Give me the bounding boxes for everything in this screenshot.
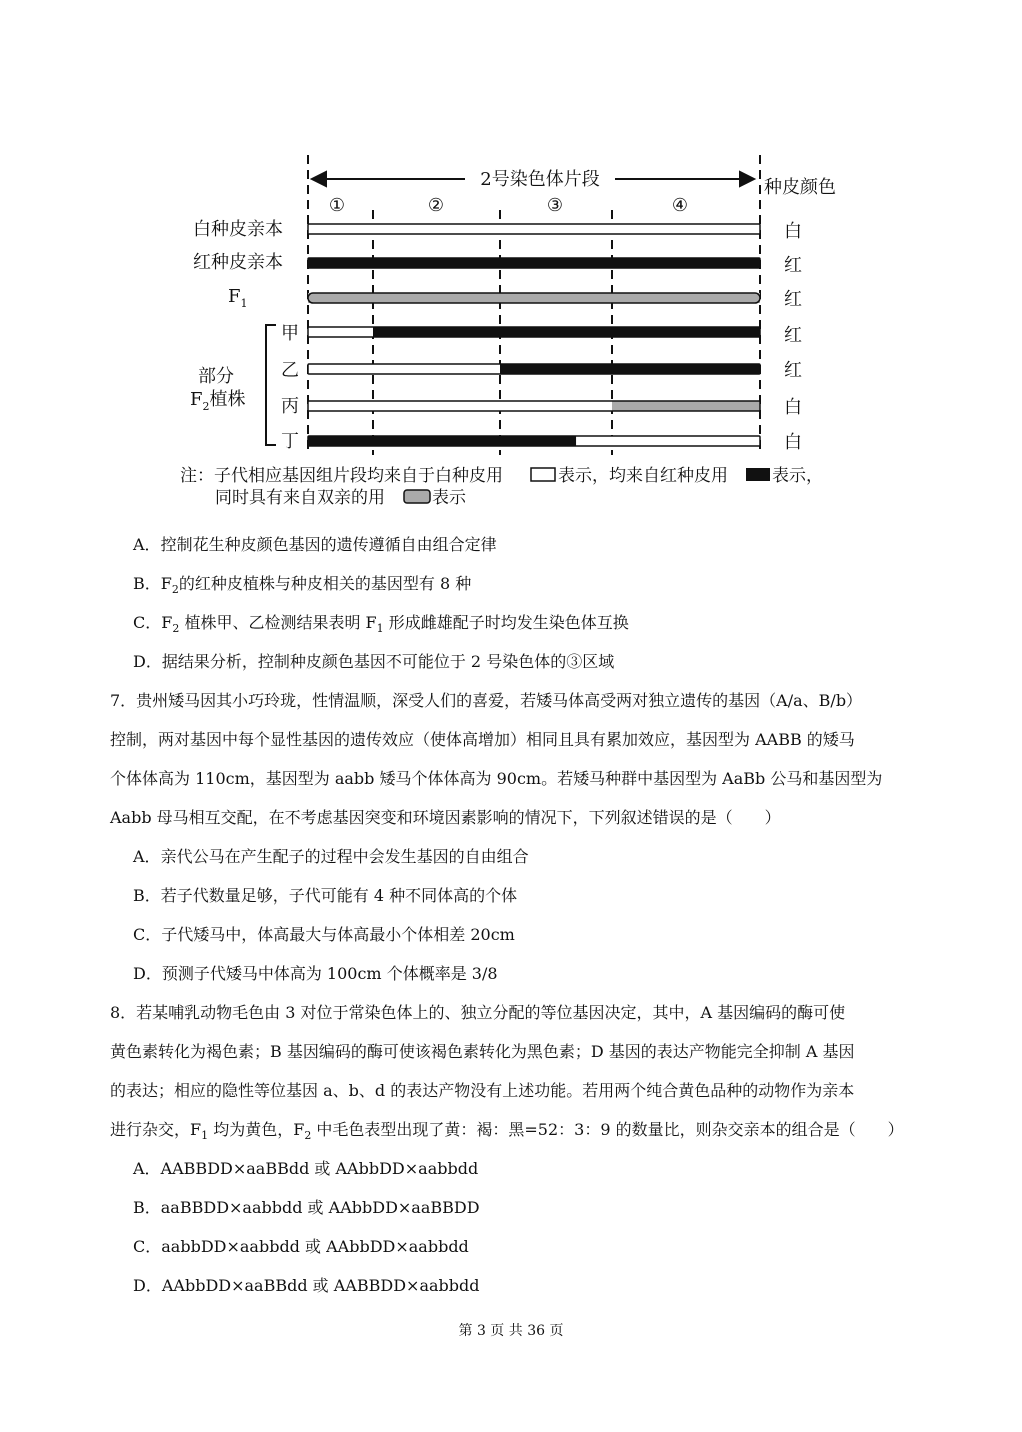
q7-stem-line4: Aabb 母马相互交配，在不考虑基因突变和环境因素影响的情况下，下列叙述错误的是（ ） xyxy=(110,808,781,827)
bar-white-parent xyxy=(308,224,760,234)
bar-f1 xyxy=(308,293,760,303)
chromosome-bars xyxy=(308,224,760,446)
row-label-ding: 丁 xyxy=(281,431,299,452)
q7-option-d: D．预测子代矮马中体高为 100cm 个体概率是 3/8 xyxy=(133,964,498,983)
q6-option-b: B．$F_2$的红种皮植株与种皮相关的基因型有 8 种 xyxy=(133,574,472,597)
color-yi: 红 xyxy=(784,360,802,381)
q8-stem-line1: 8．若某哺乳动物毛色由 3 对位于常染色体上的、独立分配的等位基因决定，其中，A 基因编码的酶可使 xyxy=(110,1003,846,1022)
bar-segment xyxy=(500,293,612,303)
legend-black-swatch xyxy=(746,468,770,481)
bar-segment xyxy=(500,364,612,374)
bar-segment xyxy=(612,364,760,374)
bar-segment xyxy=(308,401,373,411)
q6-option-d: D．据结果分析，控制种皮颜色基因不可能位于 2 号染色体的③区域 xyxy=(133,652,615,671)
bar-segment xyxy=(373,224,500,234)
bar-segment xyxy=(612,224,760,234)
q8-stem-line3: 的表达；相应的隐性等位基因 a、b、d 的表达产物没有上述功能。若用两个纯合黄色品种的动物作为亲本 xyxy=(110,1081,855,1100)
q8-option-b: B．aaBBDD×aabbdd 或 AAbbDD×aaBBDD xyxy=(133,1198,480,1217)
region-label-4: ④ xyxy=(671,195,689,216)
q8-stem-line4: 进行杂交，$F_1$ 均为黄色，$F_2$ 中毛色表型出现了黄：褐：黑=52：3：9 的数量比，则杂交亲本的组合是（ ） xyxy=(110,1120,904,1143)
bar-red-parent xyxy=(308,258,760,268)
bar-segment xyxy=(612,436,760,446)
figure-note-line1-c: 表示， xyxy=(772,466,823,486)
color-white-parent: 白 xyxy=(784,221,802,242)
legend-gray-swatch xyxy=(404,490,430,503)
row-label-white-parent: 白种皮亲本 xyxy=(193,219,283,240)
bar-segment xyxy=(373,364,500,374)
q8-stem-line2: 黄色素转化为褐色素；B 基因编码的酶可使该褐色素转化为黑色素；D 基因的表达产物能完全抑制 A 基因 xyxy=(110,1042,855,1061)
region-label-1: ① xyxy=(328,195,346,216)
seed-color-header: 种皮颜色 xyxy=(764,177,836,198)
f2-group-bracket xyxy=(266,325,276,445)
q7-stem-line2: 控制，两对基因中每个显性基因的遗传效应（使体高增加）相同且具有累加效应，基因型为 AABB 的矮马 xyxy=(110,730,855,749)
bar-segment xyxy=(373,327,500,337)
q6-option-a: A．控制花生种皮颜色基因的遗传遵循自由组合定律 xyxy=(133,535,497,554)
color-bing: 白 xyxy=(784,397,802,418)
bar-segment xyxy=(308,364,373,374)
f2-group-label-line1: 部分 xyxy=(198,366,234,387)
q7-stem-line1: 7．贵州矮马因其小巧玲珑，性情温顺，深受人们的喜爱，若矮马体高受两对独立遗传的基因（A/a、B/b） xyxy=(110,691,863,710)
row-label-red-parent: 红种皮亲本 xyxy=(193,252,283,273)
row-label-jia: 甲 xyxy=(281,323,299,344)
color-jia: 红 xyxy=(784,325,802,346)
f2-group-label-line2: $F_2$植株 xyxy=(190,389,246,413)
q8-option-a: A．AABBDD×aaBBdd 或 AAbbDD×aabbdd xyxy=(133,1159,479,1178)
figure-note-line2-b: 表示 xyxy=(432,488,466,508)
bar-jia xyxy=(308,327,760,337)
bar-segment xyxy=(576,436,612,446)
q7-option-b: B．若子代数量足够，子代可能有 4 种不同体高的个体 xyxy=(133,886,518,905)
bar-segment xyxy=(308,224,373,234)
bar-segment xyxy=(373,401,500,411)
bar-ding xyxy=(308,436,760,446)
color-ding: 白 xyxy=(784,432,802,453)
color-f1: 红 xyxy=(784,289,802,310)
bar-segment xyxy=(500,224,612,234)
q8-option-c: C．aabbDD×aabbdd 或 AAbbDD×aabbdd xyxy=(133,1237,469,1256)
bar-segment xyxy=(373,293,500,303)
bar-segment xyxy=(500,258,612,268)
color-red-parent: 红 xyxy=(784,255,802,276)
bar-yi xyxy=(308,364,760,374)
bar-segment xyxy=(308,293,373,303)
bar-segment xyxy=(612,327,760,337)
q7-option-a: A．亲代公马在产生配子的过程中会发生基因的自由组合 xyxy=(133,847,529,866)
bar-bing xyxy=(308,401,760,411)
chromosome-label: 2号染色体片段 xyxy=(480,169,600,190)
chromosome-figure xyxy=(0,0,1022,520)
figure-note-line2: 同时具有来自双亲的用 xyxy=(215,488,385,508)
q7-stem-line3: 个体体高为 110cm，基因型为 aabb 矮马个体体高为 90cm。若矮马种群中基因型为 AaBb 公马和基因型为 xyxy=(110,769,883,788)
q6-option-c: C．$F_2$ 植株甲、乙检测结果表明 $F_1$ 形成雌雄配子时均发生染色体互换 xyxy=(133,613,629,636)
legend-white-swatch xyxy=(531,468,555,481)
bar-segment xyxy=(373,258,500,268)
bar-segment xyxy=(373,436,500,446)
page-footer: 第 3 页 共 36 页 xyxy=(458,1323,564,1339)
bar-segment xyxy=(612,293,760,303)
region-label-3: ③ xyxy=(546,195,564,216)
row-label-yi: 乙 xyxy=(281,360,299,381)
bar-segment xyxy=(308,327,373,337)
region-label-2: ② xyxy=(427,195,445,216)
bar-segment xyxy=(500,401,612,411)
row-label-f1: $F_1$ xyxy=(228,286,248,310)
bar-segment xyxy=(500,436,576,446)
figure-note-line1: 注：子代相应基因组片段均来自于白种皮用 xyxy=(180,466,503,486)
bar-segment xyxy=(308,436,373,446)
row-label-bing: 丙 xyxy=(281,396,299,417)
bar-segment xyxy=(308,258,373,268)
bar-segment xyxy=(612,401,760,411)
q7-option-c: C．子代矮马中，体高最大与体高最小个体相差 20cm xyxy=(133,925,515,944)
figure-note-line1-b: 表示，均来自红种皮用 xyxy=(558,466,728,486)
bar-segment xyxy=(612,258,760,268)
bar-segment xyxy=(500,327,612,337)
q8-option-d: D．AAbbDD×aaBBdd 或 AABBDD×aabbdd xyxy=(133,1276,480,1295)
